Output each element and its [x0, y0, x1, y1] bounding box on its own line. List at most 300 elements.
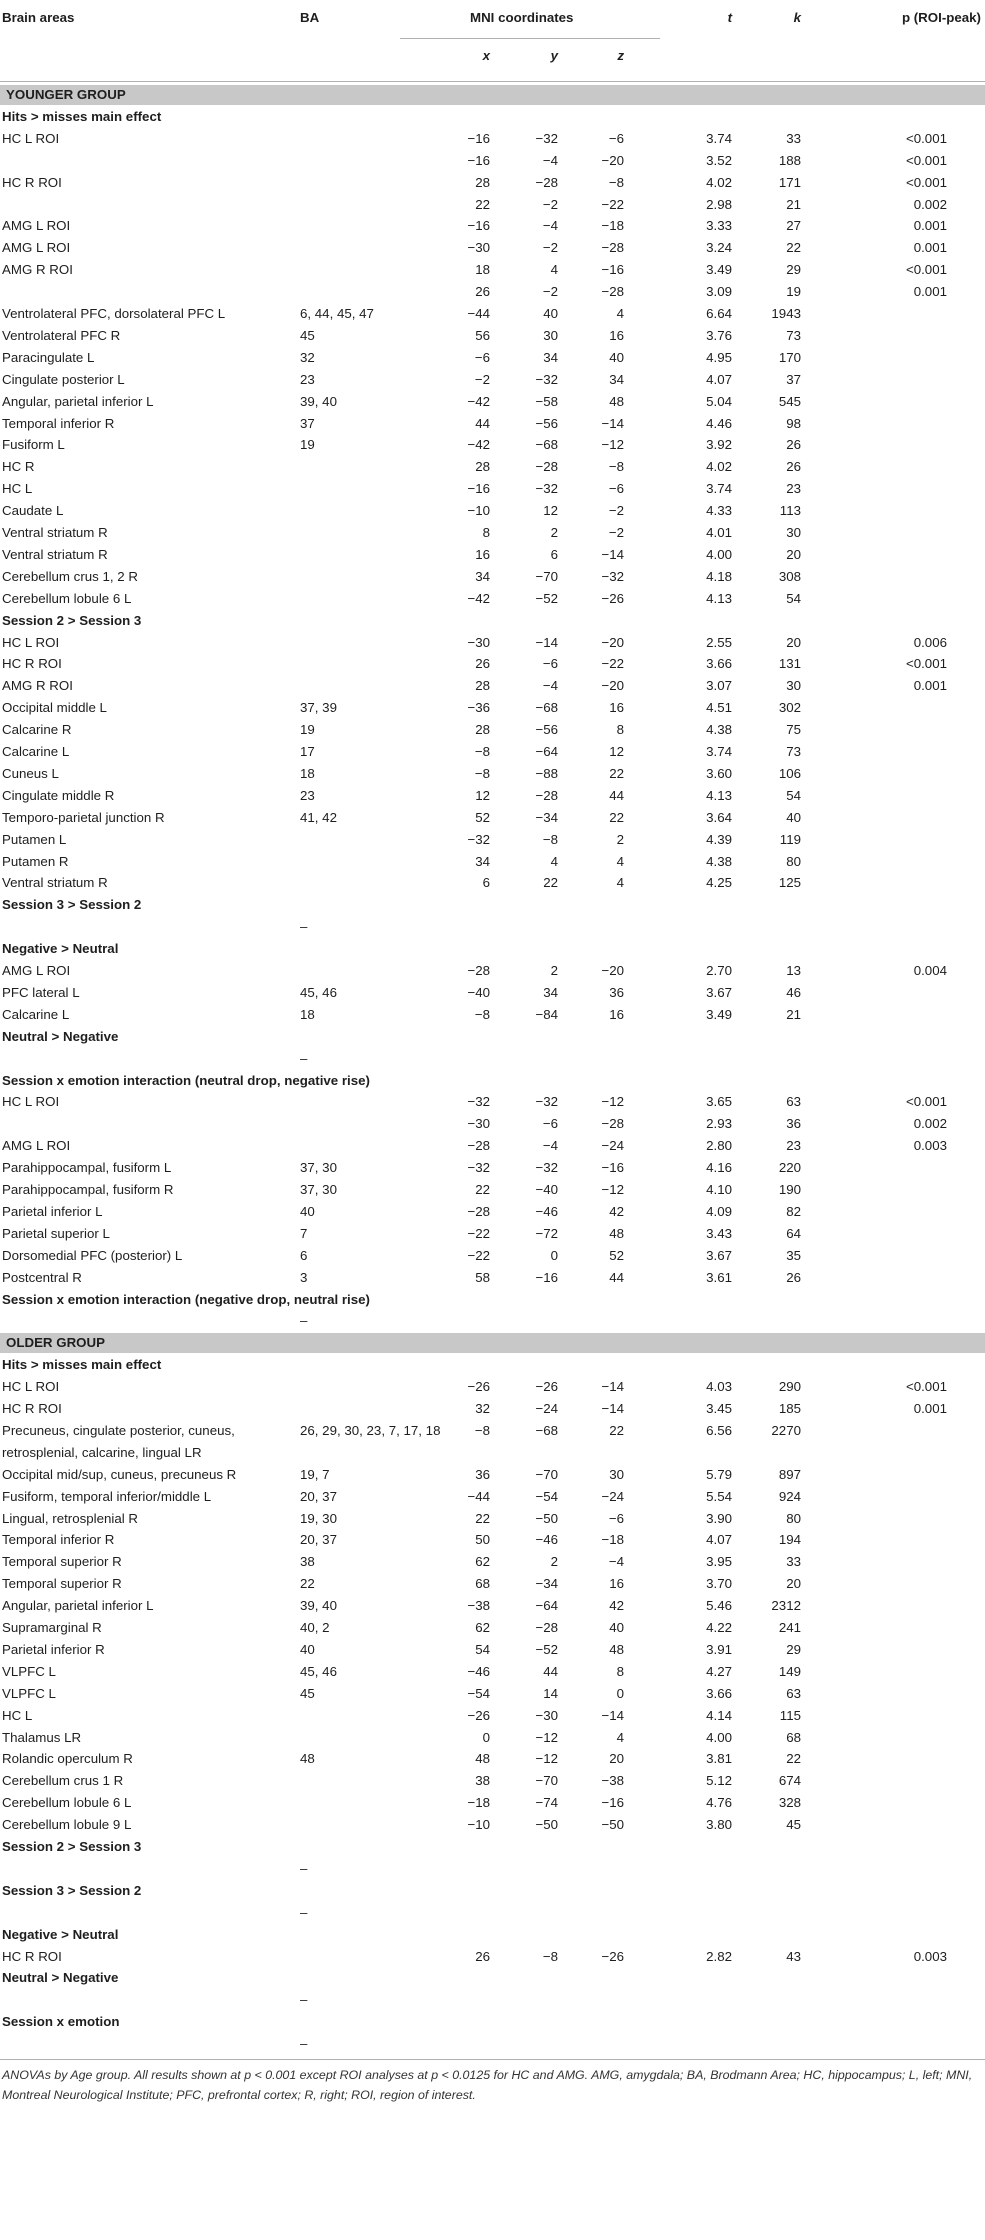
table-row: [0, 763, 985, 785]
cell-x: −22: [467, 1247, 490, 1263]
cell-y: −64: [535, 744, 558, 759]
cell-z: 34: [609, 371, 624, 387]
cell-x: −8: [474, 1006, 490, 1022]
contrast-label: Neutral > Negative: [2, 1028, 119, 1044]
cell-z: −12: [601, 437, 624, 453]
cell-y: −56: [535, 415, 558, 431]
cell-t: 3.45: [706, 1401, 732, 1416]
cell-x: −36: [467, 700, 490, 716]
empty-result-dash: –: [300, 2036, 308, 2052]
table-row: [0, 1508, 985, 1530]
cell-t: 3.65: [706, 1094, 732, 1110]
cell-z: −20: [601, 634, 624, 650]
cell-area: Cerebellum crus 1 R: [2, 1773, 124, 1789]
table-row: [0, 1091, 985, 1113]
cell-k: 125: [778, 875, 801, 891]
cell-y: −2: [542, 240, 558, 256]
contrast-label: Session 3 > Session 2: [2, 897, 142, 913]
cell-area: Thalamus LR: [2, 1729, 82, 1745]
cell-area: Temporal inferior R: [2, 1532, 115, 1548]
table-row: [0, 456, 985, 478]
table-row: [0, 128, 985, 150]
cell-ba: 3: [300, 1269, 308, 1285]
cell-z: −16: [601, 1795, 624, 1811]
cell-area: Occipital mid/sup, cuneus, precuneus R: [2, 1466, 237, 1482]
cell-p: 0.001: [913, 678, 947, 694]
cell-x: −42: [467, 590, 490, 606]
cell-x: 38: [475, 1773, 490, 1789]
cell-area: Fusiform, temporal inferior/middle L: [2, 1488, 212, 1504]
contrast-label: Session 3 > Session 2: [2, 1882, 142, 1898]
contrast-heading: [0, 1967, 985, 1989]
col-header-ba: BA: [300, 10, 320, 25]
cell-z: −32: [601, 568, 624, 584]
cell-area: Caudate L: [2, 503, 64, 519]
cell-ba: 40: [300, 1641, 315, 1657]
cell-t: 3.66: [706, 1685, 732, 1701]
cell-x: −46: [467, 1663, 490, 1679]
cell-p: 0.001: [913, 284, 947, 300]
cell-x: 12: [475, 787, 490, 803]
cell-p: <0.001: [905, 174, 947, 190]
cell-k: 22: [786, 240, 801, 256]
cell-z: 4: [616, 306, 624, 321]
cell-area: retrosplenial, calcarine, lingual LR: [2, 1444, 202, 1460]
cell-k: 29: [786, 262, 801, 278]
cell-area: VLPFC L: [2, 1685, 56, 1701]
cell-z: −16: [601, 262, 624, 278]
cell-t: 4.00: [706, 1729, 732, 1745]
cell-y: −2: [542, 196, 558, 212]
cell-area: Ventral striatum R: [2, 525, 108, 540]
cell-z: −2: [608, 525, 624, 540]
table-row: [0, 785, 985, 807]
cell-y: −56: [535, 722, 558, 738]
cell-k: 897: [778, 1466, 801, 1482]
cell-x: 62: [475, 1620, 490, 1635]
table-row: [0, 1157, 985, 1179]
cell-ba: 6: [300, 1247, 308, 1263]
table-row: [0, 1529, 985, 1551]
cell-z: 4: [616, 875, 624, 891]
cell-y: −16: [535, 1269, 558, 1285]
table-row: [0, 1792, 985, 1814]
table-row: [0, 1376, 985, 1398]
table-row: [0, 391, 985, 413]
cell-t: 3.49: [706, 1006, 732, 1022]
cell-t: 5.46: [706, 1598, 732, 1614]
table-row: [0, 1814, 985, 1836]
table-row: [0, 544, 985, 566]
cell-area: Rolandic operculum R: [2, 1751, 133, 1767]
cell-z: −28: [601, 284, 624, 300]
cell-area: Putamen R: [2, 853, 69, 869]
cell-ba: 45: [300, 1685, 315, 1701]
cell-k: 23: [786, 1138, 801, 1154]
cell-y: 22: [543, 875, 558, 891]
table-row: [0, 807, 985, 829]
cell-area: Parahippocampal, fusiform R: [2, 1182, 174, 1197]
cell-x: −10: [467, 1817, 490, 1833]
cell-k: 26: [786, 1269, 801, 1285]
table-row: [0, 1661, 985, 1683]
cell-ba: 38: [300, 1554, 315, 1570]
cell-t: 2.80: [706, 1138, 732, 1154]
cell-y: −88: [535, 765, 558, 781]
table-row: [0, 325, 985, 347]
cell-y: 6: [550, 546, 558, 562]
cell-x: 18: [475, 262, 490, 278]
cell-k: 241: [778, 1620, 801, 1635]
cell-y: 4: [550, 853, 558, 869]
table-row: [0, 281, 985, 303]
cell-k: 302: [778, 700, 801, 716]
cell-area: Occipital middle L: [2, 700, 107, 716]
cell-k: 36: [786, 1116, 801, 1132]
cell-k: 68: [786, 1729, 801, 1745]
cell-k: 43: [786, 1948, 801, 1964]
table-row: [0, 982, 985, 1004]
cell-area: Ventrolateral PFC R: [2, 327, 121, 343]
contrast-heading: [0, 938, 985, 960]
cell-z: 40: [609, 349, 624, 365]
cell-t: 3.43: [706, 1225, 732, 1241]
cell-y: −12: [535, 1729, 558, 1745]
cell-p: 0.004: [913, 963, 947, 978]
cell-z: 22: [609, 1422, 624, 1438]
cell-area: Parietal inferior R: [2, 1641, 105, 1657]
cell-k: 308: [778, 568, 801, 584]
table-row: [0, 478, 985, 500]
cell-y: −50: [535, 1817, 558, 1833]
cell-ba: 37, 39: [300, 700, 337, 716]
cell-t: 2.82: [706, 1948, 732, 1964]
cell-k: 23: [786, 481, 801, 497]
cell-k: 82: [786, 1203, 801, 1219]
cell-y: −32: [535, 1160, 558, 1176]
cell-t: 2.55: [706, 634, 732, 650]
cell-t: 3.52: [706, 152, 732, 168]
cell-t: 2.93: [706, 1116, 732, 1132]
cell-t: 4.14: [706, 1707, 732, 1723]
cell-area: Temporo-parietal junction R: [2, 809, 165, 825]
table-row: [0, 719, 985, 741]
cell-x: 48: [475, 1751, 490, 1767]
table-row: [0, 851, 985, 873]
cell-k: 545: [778, 393, 801, 409]
cell-k: 26: [786, 459, 801, 475]
cell-x: 32: [475, 1401, 490, 1416]
cell-t: 3.74: [706, 744, 732, 759]
cell-y: −72: [535, 1225, 558, 1241]
contrast-label: Hits > misses main effect: [2, 108, 162, 124]
cell-y: −52: [535, 590, 558, 606]
cell-p: <0.001: [905, 130, 947, 146]
contrast-label: Session 2 > Session 3: [2, 1839, 142, 1854]
cell-z: 36: [609, 984, 624, 1000]
table-row: [0, 1486, 985, 1508]
empty-result-row: [0, 1902, 985, 1924]
cell-area: AMG L ROI: [2, 1138, 71, 1154]
cell-k: 29: [786, 1641, 801, 1657]
table-row: [0, 829, 985, 851]
cell-y: 4: [550, 262, 558, 278]
cell-k: 119: [779, 831, 801, 847]
cell-area: Cingulate posterior L: [2, 371, 125, 387]
cell-z: 16: [609, 1576, 624, 1592]
cell-y: −26: [535, 1379, 558, 1395]
cell-area: HC L ROI: [2, 1379, 60, 1395]
cell-area: Cerebellum lobule 6 L: [2, 590, 132, 606]
cell-area: Parietal inferior L: [2, 1203, 103, 1219]
cell-area: Parietal superior L: [2, 1225, 110, 1241]
cell-p: <0.001: [905, 656, 947, 672]
cell-p: 0.002: [913, 1116, 947, 1132]
cell-t: 4.76: [706, 1795, 732, 1811]
cell-t: 3.95: [706, 1554, 732, 1570]
cell-area: PFC lateral L: [2, 984, 80, 1000]
cell-ba: 48: [300, 1751, 315, 1767]
cell-x: −40: [467, 984, 490, 1000]
cell-x: 34: [475, 853, 490, 869]
contrast-label: Hits > misses main effect: [2, 1357, 162, 1373]
cell-ba: 37, 30: [300, 1182, 337, 1197]
cell-k: 171: [778, 174, 801, 190]
cell-x: 36: [475, 1466, 490, 1482]
cell-x: −16: [467, 481, 490, 497]
group-band-bg: [0, 85, 985, 105]
table-row: [0, 741, 985, 763]
cell-t: 3.07: [706, 678, 732, 694]
cell-area: Calcarine R: [2, 722, 72, 738]
contrast-label: Session x emotion: [2, 2014, 120, 2030]
cell-z: 40: [609, 1620, 624, 1635]
col-header-z: z: [617, 48, 624, 63]
cell-y: −64: [535, 1598, 558, 1614]
cell-z: −12: [601, 1182, 624, 1197]
cell-k: 98: [786, 415, 801, 431]
cell-z: 20: [609, 1751, 624, 1767]
cell-x: −42: [467, 437, 490, 453]
cell-t: 3.24: [706, 240, 732, 256]
cell-z: −12: [601, 1094, 624, 1110]
cell-z: −4: [608, 1554, 624, 1570]
cell-x: 58: [475, 1269, 490, 1285]
table-row: [0, 588, 985, 610]
cell-area: Precuneus, cingulate posterior, cuneus,: [2, 1422, 235, 1438]
cell-ba: 6, 44, 45, 47: [300, 306, 374, 321]
table-row: [0, 1595, 985, 1617]
contrast-heading: [0, 1026, 985, 1048]
empty-result-dash: –: [300, 1313, 308, 1329]
cell-t: 4.03: [706, 1379, 732, 1395]
cell-z: −24: [601, 1488, 624, 1504]
cell-z: −38: [601, 1773, 624, 1789]
col-header-y: y: [550, 48, 558, 63]
cell-x: −26: [467, 1379, 490, 1395]
cell-area: AMG L ROI: [2, 240, 71, 256]
cell-k: 20: [786, 546, 801, 562]
cell-z: 0: [616, 1685, 624, 1701]
contrast-heading: [0, 1836, 985, 1858]
table-row: [0, 150, 985, 172]
cell-x: −16: [467, 152, 490, 168]
cell-x: 22: [475, 196, 490, 212]
cell-k: 63: [786, 1685, 801, 1701]
cell-area: HC R: [2, 459, 35, 475]
cell-y: −40: [535, 1182, 558, 1197]
table-row: [0, 259, 985, 281]
cell-x: 22: [475, 1182, 490, 1197]
cell-t: 3.61: [706, 1269, 732, 1285]
cell-area: HC L ROI: [2, 634, 60, 650]
table-row: [0, 697, 985, 719]
table-row: [0, 1113, 985, 1135]
cell-k: 1943: [771, 306, 801, 321]
cell-x: 26: [475, 284, 490, 300]
cell-z: −26: [601, 1948, 624, 1964]
cell-y: −70: [535, 568, 558, 584]
cell-t: 4.13: [706, 590, 732, 606]
table-row: [0, 1683, 985, 1705]
cell-ba: 40: [300, 1203, 315, 1219]
cell-x: −10: [467, 503, 490, 519]
cell-y: −46: [535, 1532, 558, 1548]
cell-x: 8: [482, 525, 490, 540]
cell-t: 5.79: [706, 1466, 732, 1482]
table-footnote: ANOVAs by Age group. All results shown at p < 0.001 except ROI analyses at p < 0.0125 for HC and AMG. AMG, amygdala; BA, Brodmann Area; HC, hippocampus; L, left; MNI, Montreal Neurological Institute; PFC, prefrontal cortex; R, right; ROI, region of interest.: [2, 2068, 973, 2102]
cell-t: 3.81: [706, 1751, 732, 1767]
cell-area: Fusiform L: [2, 437, 65, 453]
cell-x: 68: [475, 1576, 490, 1592]
contrast-heading: [0, 2011, 985, 2033]
cell-y: −32: [535, 130, 558, 146]
cell-x: −26: [467, 1707, 490, 1723]
cell-y: 14: [543, 1685, 558, 1701]
cell-z: −6: [608, 481, 624, 497]
table-row: [0, 1223, 985, 1245]
cell-area: Ventral striatum R: [2, 875, 108, 891]
cell-area: AMG R ROI: [2, 262, 73, 278]
cell-area: Ventral striatum R: [2, 546, 108, 562]
cell-x: 50: [475, 1532, 490, 1548]
cell-ba: 17: [300, 744, 315, 759]
cell-k: 106: [778, 765, 801, 781]
cell-y: 12: [543, 503, 558, 519]
table-row: [0, 1201, 985, 1223]
table-row: [0, 172, 985, 194]
cell-k: 26: [786, 437, 801, 453]
table-header-row: [0, 0, 985, 36]
cell-z: 2: [616, 831, 624, 847]
cell-area: AMG L ROI: [2, 218, 71, 234]
cell-y: −12: [535, 1751, 558, 1767]
cell-area: Putamen L: [2, 831, 67, 847]
cell-z: 16: [609, 327, 624, 343]
cell-ba: 20, 37: [300, 1488, 337, 1504]
table-row: [0, 1245, 985, 1267]
cell-area: Lingual, retrosplenial R: [2, 1510, 139, 1526]
cell-ba: 45, 46: [300, 1663, 337, 1679]
bottom-rule: [0, 2059, 985, 2060]
cell-t: 4.00: [706, 546, 732, 562]
cell-y: −24: [535, 1401, 558, 1416]
table-row: [0, 194, 985, 216]
cell-z: −14: [601, 415, 624, 431]
cell-z: −20: [601, 678, 624, 694]
contrast-label: Negative > Neutral: [2, 1926, 119, 1942]
cell-z: 22: [609, 765, 624, 781]
cell-area: Ventrolateral PFC, dorsolateral PFC L: [2, 306, 226, 321]
cell-ba: 22: [300, 1576, 315, 1592]
cell-area: Cerebellum lobule 9 L: [2, 1817, 132, 1833]
cell-ba: 19, 30: [300, 1510, 337, 1526]
cell-t: 3.74: [706, 481, 732, 497]
cell-y: −8: [542, 1948, 558, 1964]
cell-x: −28: [467, 1203, 490, 1219]
contrast-heading: [0, 894, 985, 916]
cell-ba: 18: [300, 765, 315, 781]
cell-t: 4.22: [706, 1620, 732, 1635]
cell-z: −22: [601, 656, 624, 672]
cell-t: 4.27: [706, 1663, 732, 1679]
cell-z: −26: [601, 590, 624, 606]
table-row: [0, 872, 985, 894]
contrast-label: Neutral > Negative: [2, 1970, 119, 1986]
cell-z: −20: [601, 152, 624, 168]
cell-area: Angular, parietal inferior L: [2, 1598, 154, 1614]
cell-z: 8: [616, 1663, 624, 1679]
cell-x: 52: [475, 809, 490, 825]
cell-y: −4: [542, 218, 558, 234]
table-row: [0, 1464, 985, 1486]
cell-area: Temporal superior R: [2, 1576, 122, 1592]
empty-result-row: [0, 916, 985, 938]
cell-z: 42: [609, 1598, 624, 1614]
cell-t: 3.64: [706, 809, 732, 825]
cell-y: −54: [535, 1488, 558, 1504]
cell-z: −8: [608, 174, 624, 190]
cell-k: 35: [786, 1247, 801, 1263]
group-label: OLDER GROUP: [6, 1335, 105, 1351]
cell-t: 3.67: [706, 1247, 732, 1263]
cell-ba: 7: [300, 1225, 308, 1241]
cell-z: −6: [608, 1510, 624, 1526]
contrast-label: Negative > Neutral: [2, 941, 119, 957]
cell-z: 48: [609, 393, 624, 409]
cell-x: −2: [474, 371, 490, 387]
cell-t: 3.92: [706, 437, 732, 453]
contrast-heading: [0, 610, 985, 632]
cell-t: 3.91: [706, 1641, 732, 1657]
cell-ba: 19: [300, 437, 315, 453]
cell-z: 4: [616, 1729, 624, 1745]
cell-y: 2: [550, 525, 558, 540]
cell-y: 44: [543, 1663, 558, 1679]
empty-result-dash: –: [300, 1992, 308, 2008]
cell-t: 2.98: [706, 196, 732, 212]
cell-t: 3.66: [706, 656, 732, 672]
table-row: [0, 1770, 985, 1792]
cell-z: −22: [601, 196, 624, 212]
cell-y: −52: [535, 1641, 558, 1657]
table-row: [0, 1617, 985, 1639]
cell-area: Dorsomedial PFC (posterior) L: [2, 1247, 183, 1263]
table-row: [0, 1748, 985, 1770]
cell-t: 4.39: [706, 831, 732, 847]
cell-y: −32: [535, 371, 558, 387]
cell-t: 4.38: [706, 722, 732, 738]
